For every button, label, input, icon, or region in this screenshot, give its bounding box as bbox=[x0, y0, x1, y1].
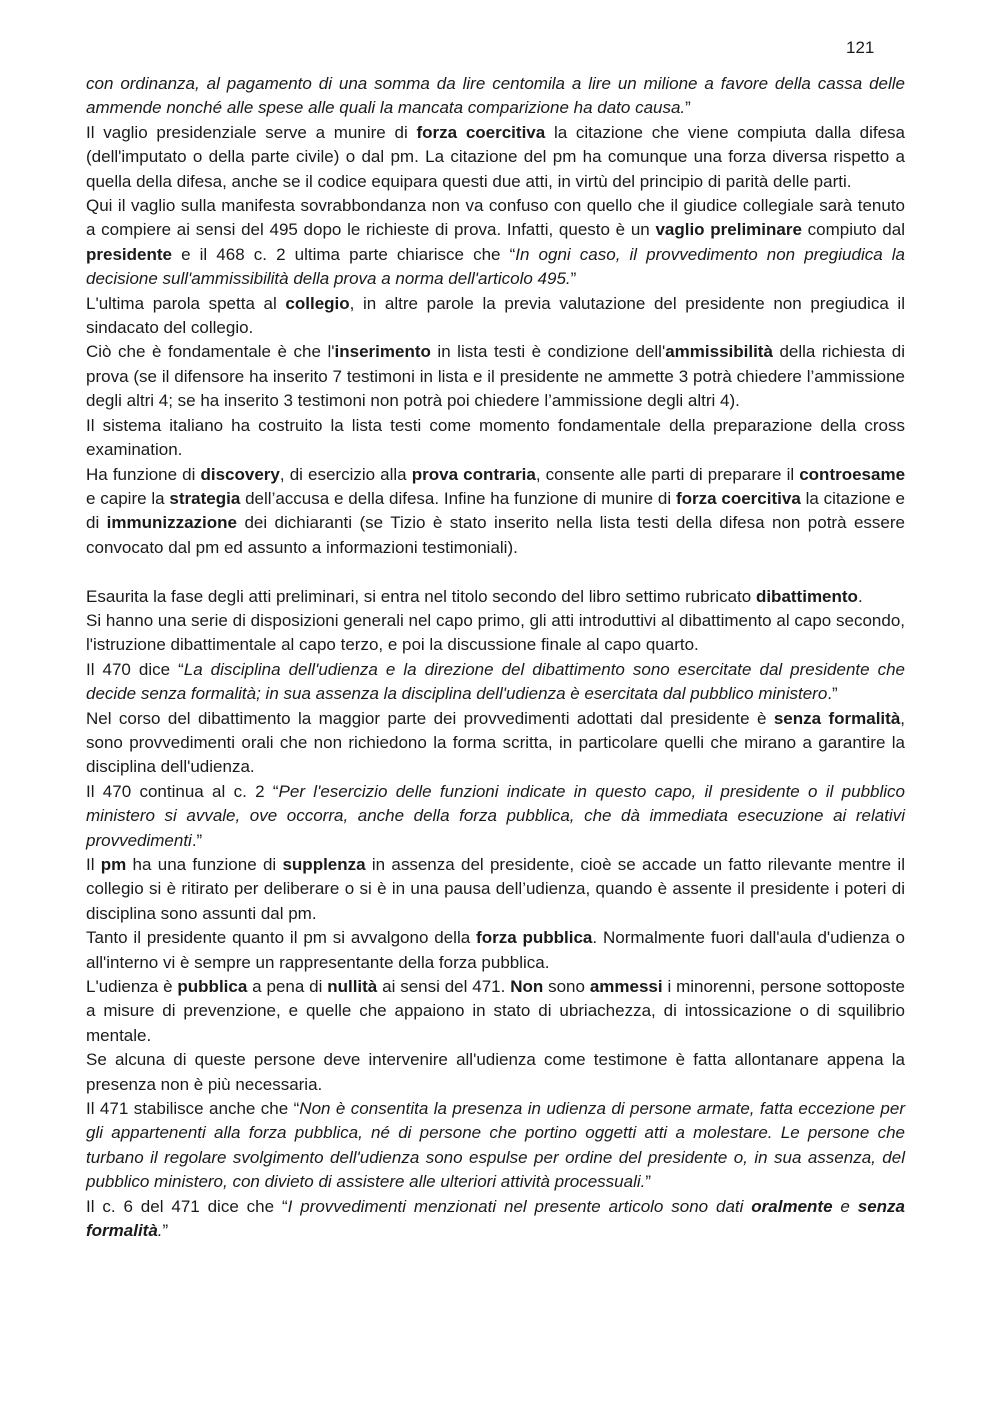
text-bold: Non bbox=[510, 977, 544, 997]
paragraph-16 bbox=[86, 1048, 905, 1097]
text-run: della richiesta di prova (se il difensore ha inserito 7 testimoni in lista e il presidente ne ammette 3 potrà chiedere l’ammissione degli altri 4; se ha inserito 3 testimoni non potrà poi chiedere l’ammissione degli altri 4). bbox=[86, 342, 905, 411]
text-bold: collegio bbox=[285, 293, 350, 313]
text-bold: forza coercitiva bbox=[675, 488, 801, 508]
text-run: Nel corso del dibattimento la maggior parte dei provvedimenti adottati dal presidente è bbox=[86, 708, 774, 728]
paragraph-6 bbox=[86, 414, 905, 463]
text-run: compiuto dal bbox=[801, 220, 905, 240]
text-run: , consente alle parti di preparare il bbox=[535, 464, 800, 484]
text-italic: con ordinanza, al pagamento di una somma da lire centomila a lire un milione a favore della cassa delle ammende nonché alle spese alle quali la mancata comparizione ha dato causa. bbox=[86, 74, 905, 118]
text-run: Si hanno una serie di disposizioni generali nel capo primo, gli atti introduttivi al dibattimento al capo secondo, l'istruzione dibattimentale al capo terzo, e poi la discussione finale al capo quarto. bbox=[86, 610, 905, 655]
paragraph-17 bbox=[86, 1097, 905, 1195]
text-italic: La disciplina dell'udienza e la direzione del dibattimento sono esercitate dal presidente che decide senza formalità; in sua assenza la disciplina dell'udienza è esercitata dal pubblico ministero bbox=[86, 659, 905, 704]
text-run: e capire la bbox=[86, 488, 170, 508]
text-run: , di esercizio alla bbox=[279, 464, 412, 484]
text-run: , sono provvedimenti orali che non richiedono la forma scritta, in particolare quelli che mirano a garantire la disciplina dell'udienza. bbox=[86, 708, 906, 777]
text-run: Il sistema italiano ha costruito la lista testi come momento fondamentale della preparazione della cross examination. bbox=[86, 415, 905, 460]
text-run: Il 470 continua al c. 2 “ bbox=[86, 781, 279, 801]
paragraph-3 bbox=[86, 194, 905, 292]
paragraph-2 bbox=[86, 121, 905, 194]
text-run: L'udienza è bbox=[86, 977, 178, 997]
text-run: Il c. 6 del 471 dice che “ bbox=[86, 1196, 288, 1216]
paragraph-4 bbox=[86, 292, 905, 341]
text-run: Il vaglio presidenziale serve a munire di bbox=[86, 122, 417, 142]
paragraph-7 bbox=[86, 463, 905, 561]
text-run: ai sensi del 471. bbox=[377, 977, 511, 997]
text-run: L'ultima parola spetta al bbox=[86, 293, 286, 313]
text-run: ha una funzione di bbox=[126, 854, 283, 874]
text-run: a pena di bbox=[247, 977, 328, 997]
text-bold: inserimento bbox=[334, 342, 431, 362]
text-run: .” bbox=[191, 830, 203, 850]
text-bold: forza coercitiva bbox=[416, 122, 546, 142]
text-run: ” bbox=[685, 98, 691, 118]
text-bold: supplenza bbox=[282, 854, 366, 874]
text-bold: immunizzazione bbox=[106, 513, 238, 533]
text-run: i minorenni, persone sottoposte a misure di prevenzione, e quelle che appaiono in stato di ubriachezza, di intossicazione o di squilibrio mentale. bbox=[86, 977, 906, 1045]
text-bold: pubblica bbox=[177, 977, 248, 997]
text-bold: senza formalità bbox=[773, 708, 901, 728]
text-run: Esaurita la fase degli atti preliminari, si entra nel titolo secondo del libro settimo rubricato bbox=[86, 586, 756, 606]
text-bold: ammessi bbox=[589, 977, 663, 997]
text-run: ” bbox=[645, 1172, 652, 1192]
text-italic: I provvedimenti menzionati nel presente articolo sono dati bbox=[287, 1196, 752, 1216]
text-run: la citazione che viene compiuta dalla difesa (dell'imputato o della parte civile) o dal pm. La citazione del pm ha comunque una forza diversa rispetto a quella della difesa, anche se il codice equipara questi due atti, in virtù del principio di parità delle parti. bbox=[86, 122, 905, 191]
text-italic: In ogni caso, il provvedimento non pregiudica la decisione sull'ammissibilità della prova a norma dell'articolo 495. bbox=[86, 244, 905, 289]
text-bold: controesame bbox=[799, 464, 906, 484]
text-bold: nullità bbox=[327, 977, 378, 997]
paragraph-15 bbox=[86, 975, 905, 1048]
text-run: Qui il vaglio sulla manifesta sovrabbondanza non va confuso con quello che il giudice collegiale sarà tenuto a compiere ai sensi del 495 dopo le richieste di prova. Infatti, questo è un bbox=[86, 196, 905, 240]
body-text bbox=[86, 72, 905, 1243]
text-run: Il bbox=[86, 854, 101, 874]
page-number: 121 bbox=[846, 38, 875, 57]
text-bold: strategia bbox=[169, 488, 241, 508]
text-run: dei dichiaranti (se Tizio è stato inserito nella lista testi della difesa non potrà essere convocato dal pm ed assunto a informazioni testimoniali). bbox=[86, 513, 905, 557]
paragraph-18 bbox=[86, 1195, 905, 1244]
text-italic: . bbox=[157, 1221, 163, 1241]
text-run: la citazione e di bbox=[86, 488, 905, 533]
text-run: Ha funzione di bbox=[86, 464, 201, 484]
text-run: . Normalmente fuori dall'aula d'udienza o all'interno vi è sempre un rappresentante della forza pubblica. bbox=[86, 928, 906, 972]
text-italic: oralmente bbox=[751, 1196, 833, 1216]
text-bold: ammissibilità bbox=[665, 342, 773, 362]
paragraph-11 bbox=[86, 707, 905, 780]
text-bold: forza pubblica bbox=[476, 928, 593, 948]
paragraph-12 bbox=[86, 780, 905, 853]
text-bold: presidente bbox=[86, 244, 172, 264]
text-bold: prova contraria bbox=[411, 464, 536, 484]
text-run: Se alcuna di queste persone deve intervenire all'udienza come testimone è fatta allontanare appena la presenza non è più necessaria. bbox=[86, 1050, 905, 1094]
text-run: dell’accusa e della difesa. Infine ha funzione di munire di bbox=[240, 488, 676, 508]
paragraph-13 bbox=[86, 853, 905, 926]
text-bold-italic bbox=[751, 1197, 832, 1216]
text-run: , in altre parole la previa valutazione del presidente non pregiudica il sindacato del collegio. bbox=[86, 293, 905, 338]
text-run: . bbox=[857, 586, 863, 606]
text-run: Tanto il presidente quanto il pm si avvalgono della bbox=[86, 928, 477, 948]
text-run: in assenza del presidente, cioè se accade un fatto rilevante mentre il collegio si è ritirato per deliberare o si è in una pausa dell’udienza, quando è assente il presidente i poteri di disciplina sono assunti dal pm. bbox=[86, 854, 905, 923]
text-italic: e bbox=[832, 1196, 858, 1216]
paragraph-14 bbox=[86, 926, 905, 975]
text-run: in lista testi è condizione dell' bbox=[430, 342, 666, 362]
text-italic: Per l'esercizio delle funzioni indicate in questo capo, il presidente o il pubblico ministero si avvale, ove occorra, anche della forza pubblica, che dà immediata esecuzione ai relativi provvedimenti bbox=[86, 781, 906, 850]
text-italic: senza formalità bbox=[86, 1196, 906, 1241]
text-run: Il 470 dice “ bbox=[86, 659, 184, 679]
text-run: ” bbox=[162, 1221, 169, 1241]
text-italic: Non è consentita la presenza in udienza di persone armate, fatta eccezione per gli appartenenti alla forza pubblica, né di persone che portino oggetti atti a molestare. Le persone che turbano il regolare svolgimento dell'udienza sono espulse per ordine del presidente o, in sua assenza, del pubblico ministero, con divieto di assistere alle ulteriori attività processuali. bbox=[86, 1099, 905, 1192]
text-bold: vaglio preliminare bbox=[655, 220, 802, 240]
text-run: sono bbox=[543, 977, 590, 997]
text-bold: pm bbox=[100, 854, 127, 874]
text-bold: dibattimento bbox=[755, 586, 858, 606]
paragraph-1 bbox=[86, 72, 905, 121]
paragraph-5 bbox=[86, 340, 905, 413]
text-run: Il 471 stabilisce anche che “ bbox=[86, 1099, 300, 1119]
text-bold: discovery bbox=[200, 464, 280, 484]
paragraph-8 bbox=[86, 585, 905, 609]
text-run: Ciò che è fondamentale è che l' bbox=[86, 342, 335, 362]
paragraph-10 bbox=[86, 658, 905, 707]
text-run: e il 468 c. 2 ultima parte chiarisce che “ bbox=[171, 244, 516, 264]
text-run: ” bbox=[570, 269, 577, 289]
text-run: .” bbox=[827, 684, 838, 704]
paragraph-9 bbox=[86, 609, 905, 658]
